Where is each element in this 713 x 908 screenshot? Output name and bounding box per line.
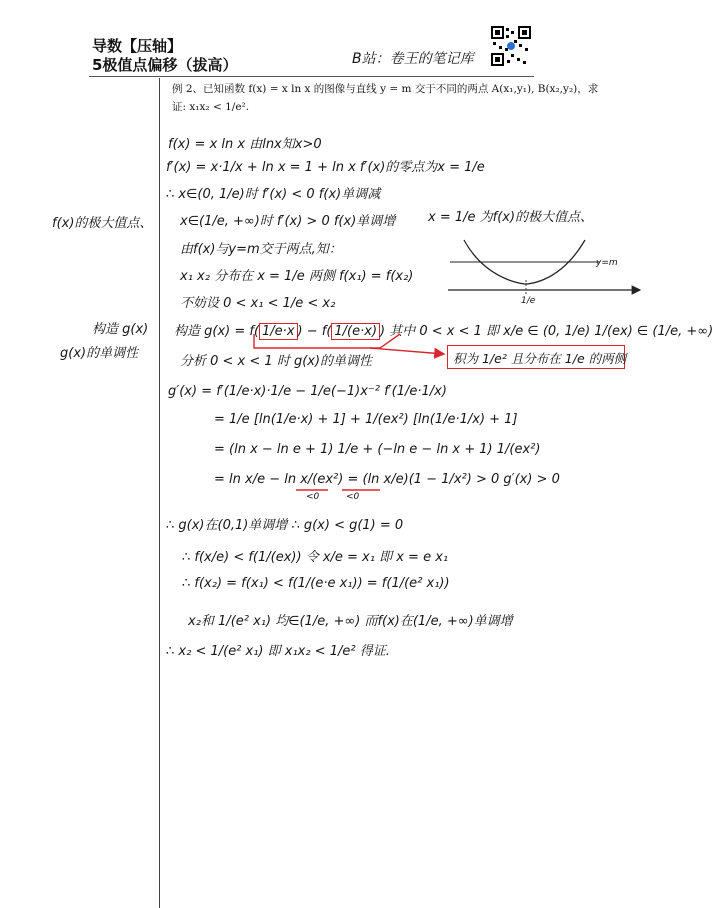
construct-suffix: ) 其中 0 < x < 1 即 x/e ∈ (0, 1/e) 1/(ex) ∈ (1/e, +∞) xyxy=(380,324,713,339)
step-assumption: 不妨设 0 < x₁ < 1/e < x₂ xyxy=(180,296,336,311)
step-distribution: x₁ x₂ 分布在 x = 1/e 两侧 f(x₁) = f(x₂) xyxy=(180,269,414,284)
problem-line-2: 证: x₁x₂ < 1/e². xyxy=(172,101,250,113)
header-subtitle: 5极值点偏移（拔高） xyxy=(92,56,238,74)
header-title: 导数【压轴】 xyxy=(92,37,183,55)
boxed-argument-2: 1/(e·x) xyxy=(331,323,380,340)
header-channel: B站：卷王的笔记库 xyxy=(352,51,474,67)
step-conclusion: ∴ x₂ < 1/(e² x₁) 即 x₁x₂ < 1/e² 得证. xyxy=(166,644,390,659)
side-note-maximum: f(x)的极大值点、 xyxy=(52,216,153,231)
step-g-prime: g′(x) = f′(1/e·x)·1/e − 1/e(−1)x⁻² f′(1/e·1/x) xyxy=(168,384,447,399)
step-maximum-point: x = 1/e 为f(x)的极大值点、 xyxy=(428,210,594,225)
step-derivative: f′(x) = x·1/x + ln x = 1 + ln x f′(x)的零点为x = 1/e xyxy=(166,160,485,175)
step-decreasing: ∴ x∈(0, 1/e)时 f′(x) < 0 f(x)单调减 xyxy=(166,187,381,202)
step-substitute: ∴ f(x/e) < f(1/(ex)) 令 x/e = x₁ 即 x = e x₁ xyxy=(182,550,449,565)
header-divider xyxy=(89,76,534,77)
side-note-construct: 构造 g(x) xyxy=(92,322,149,337)
margin-divider xyxy=(159,78,160,908)
sign-note-1: <0 xyxy=(306,492,320,502)
qr-code-icon xyxy=(491,26,531,66)
conclusion-text: 积为 1/e² 且分布在 1/e 的两侧 xyxy=(453,351,627,366)
step-analysis: 分析 0 < x < 1 时 g(x)的单调性 xyxy=(180,354,373,369)
construct-prefix: 构造 g(x) = f( xyxy=(174,324,260,339)
step-compare: ∴ f(x₂) = f(x₁) < f(1/(e·e x₁)) = f(1/(e² x₁)) xyxy=(182,576,450,591)
boxed-argument-1: 1/e·x xyxy=(259,323,297,340)
step-g-increasing: ∴ g(x)在(0,1)单调增 ∴ g(x) < g(1) = 0 xyxy=(166,518,404,533)
sign-note-2: <0 xyxy=(346,492,360,502)
graph-axis-label: 1/e xyxy=(521,296,536,306)
graph-line-label: y=m xyxy=(596,258,618,268)
problem-line-1: 例 2、已知函数 f(x) = x ln x 的图像与直线 y = m 交于不同的两点 A(x₁,y₁), B(x₂,y₂)，求 xyxy=(172,83,599,95)
construct-mid: ) − f( xyxy=(297,324,332,339)
step-intersection: 由f(x)与y=m交于两点,知： xyxy=(180,242,342,257)
step-expand-2: = (ln x − ln e + 1) 1/e + (−ln e − ln x + 1) 1/(ex²) xyxy=(214,442,541,457)
step-interval: x₂和 1/(e² x₁) 均∈(1/e, +∞) 而f(x)在(1/e, +∞)单调增 xyxy=(188,614,513,629)
curve-sketch xyxy=(440,232,650,314)
step-definition: f(x) = x ln x 由lnx知x>0 xyxy=(168,137,322,152)
side-note-monotonic: g(x)的单调性 xyxy=(60,346,139,361)
step-expand-3: = ln x/e − ln x/(ex²) = (ln x/e)(1 − 1/x²) > 0 g′(x) > 0 xyxy=(214,472,560,487)
step-expand-1: = 1/e [ln(1/e·x) + 1] + 1/(ex²) [ln(1/e·1/x) + 1] xyxy=(214,412,518,427)
step-increasing: x∈(1/e, +∞)时 f′(x) > 0 f(x)单调增 xyxy=(180,214,396,229)
